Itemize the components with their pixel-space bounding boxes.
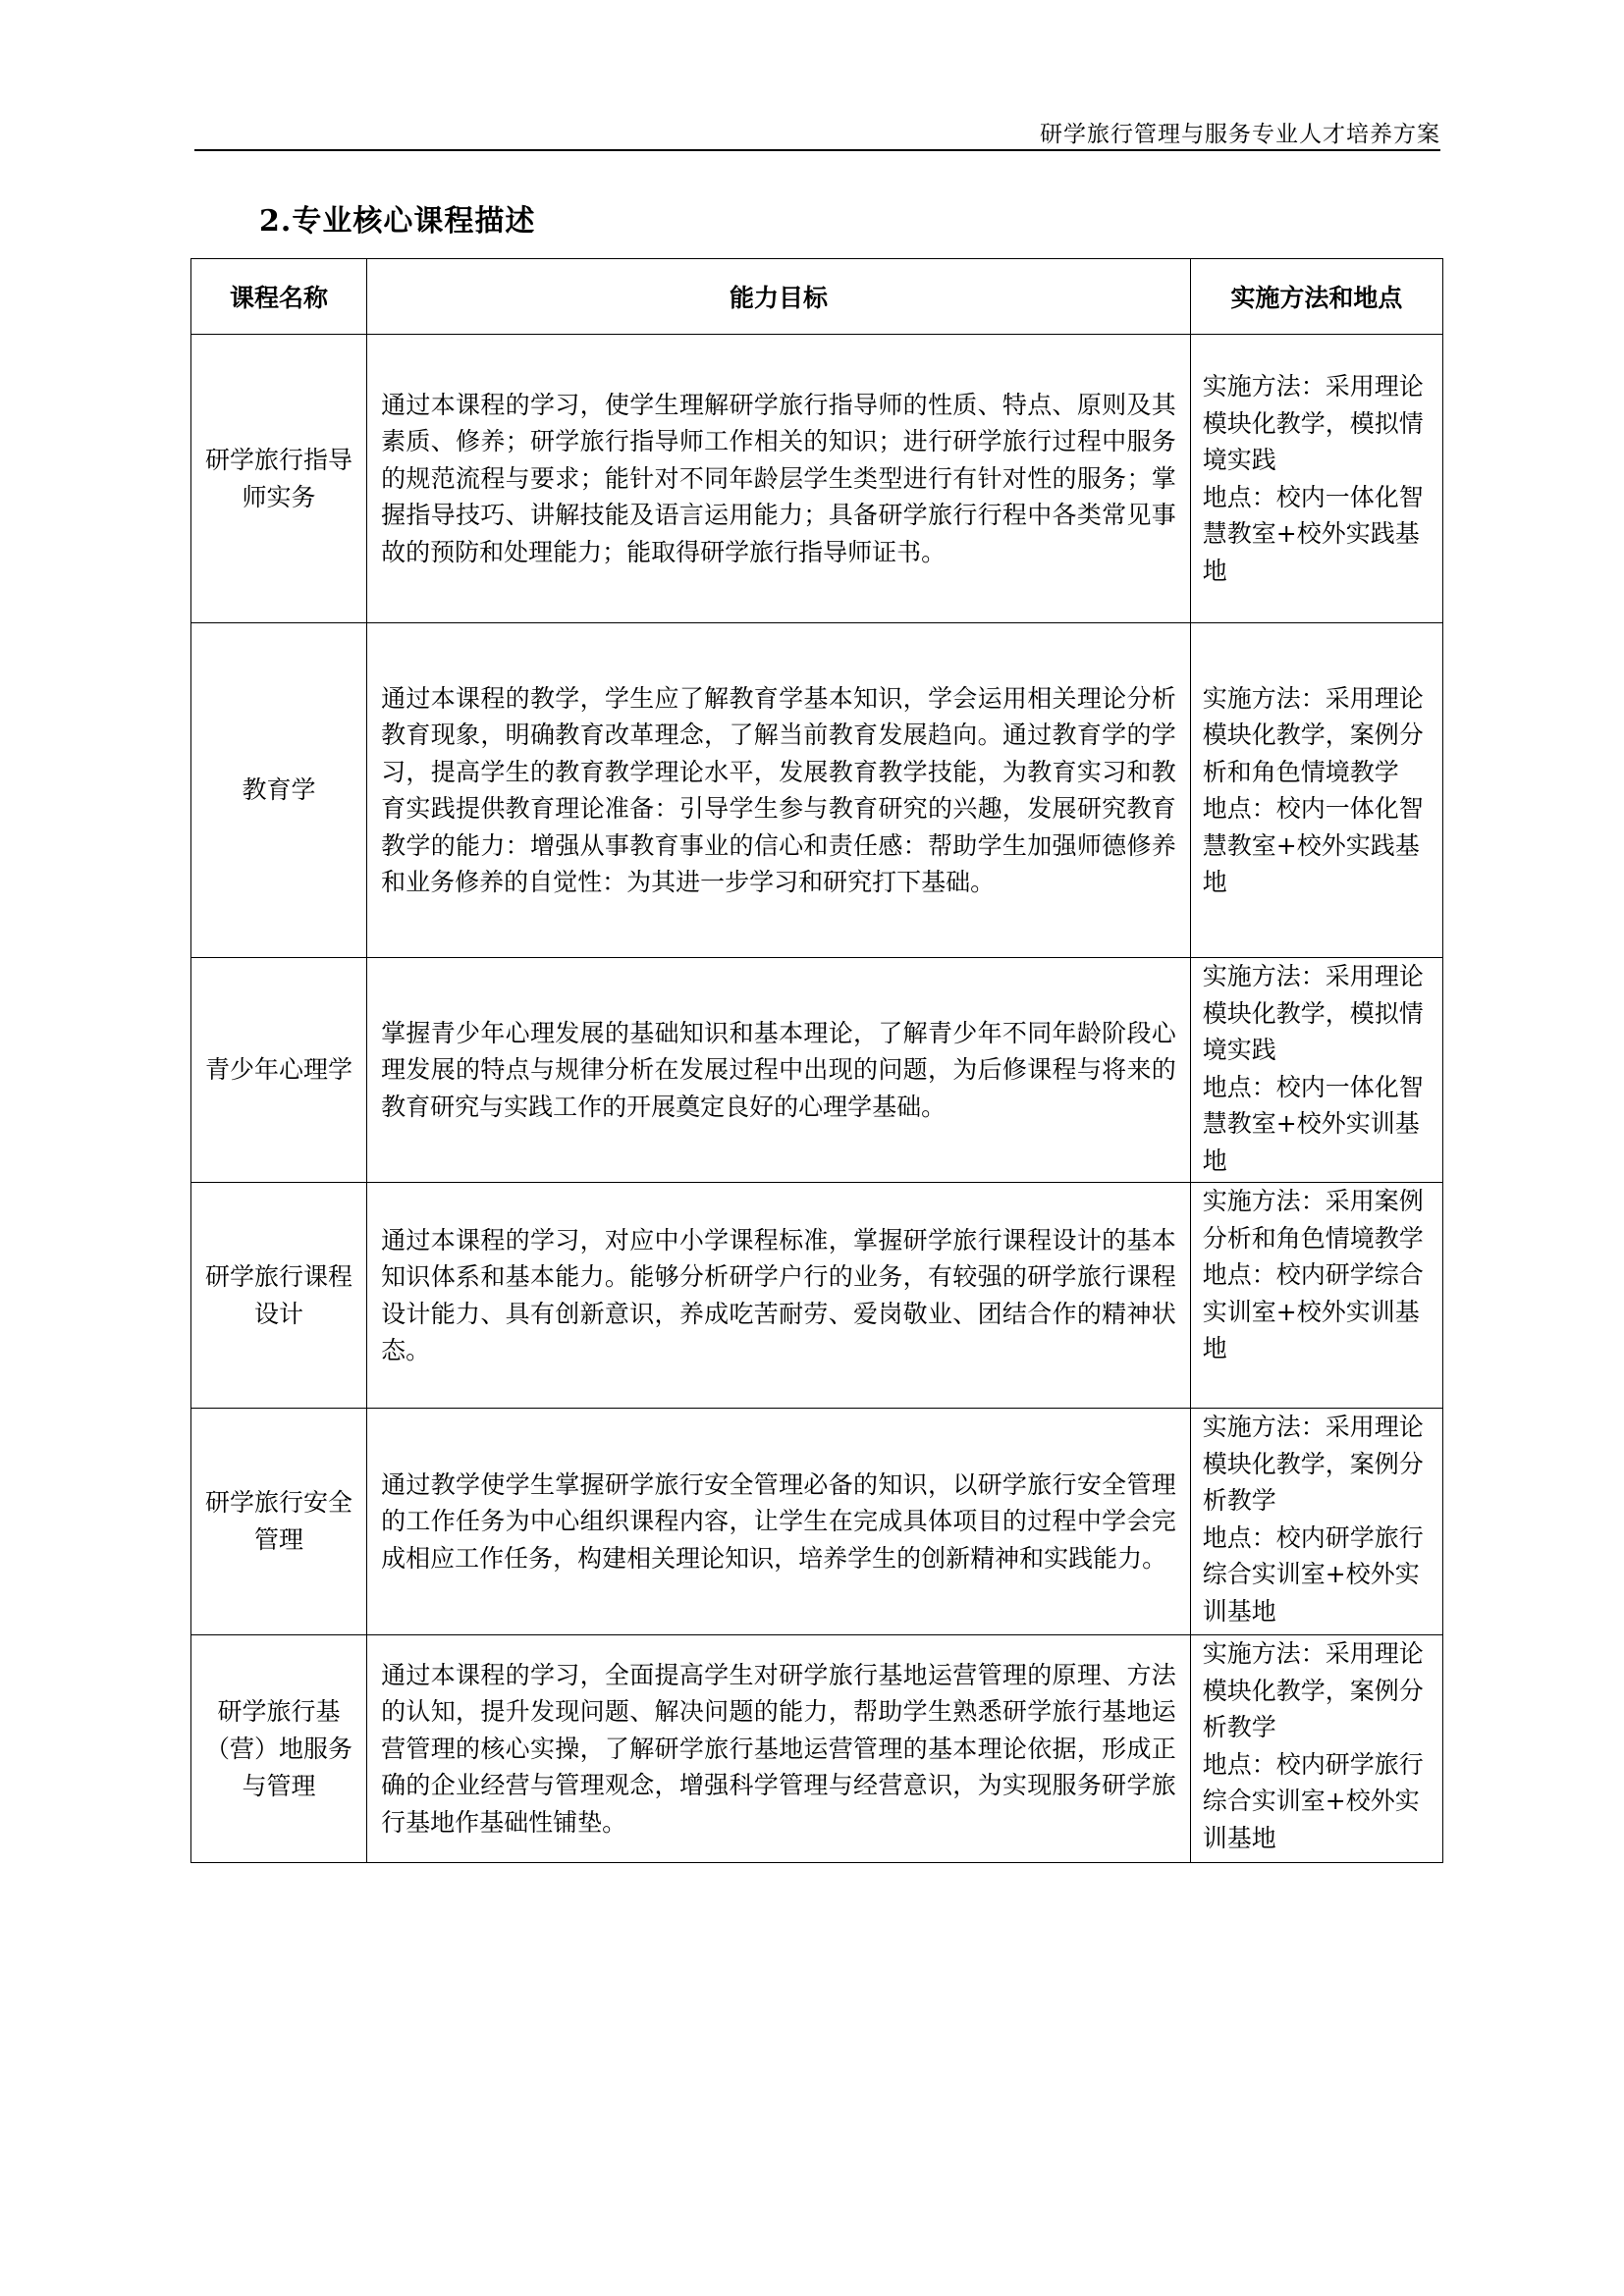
page-header — [194, 110, 1440, 151]
method-place-cell — [1190, 1183, 1442, 1409]
course-name: 研学旅行基（营）地服务与管理 — [191, 1635, 367, 1863]
course-table — [190, 258, 1443, 1863]
table-header-row — [191, 259, 1443, 335]
column-header-method-place: 实施方法和地点 — [1190, 259, 1442, 335]
teaching-place: 地点：校内一体化智慧教室+校外实训基地 — [1202, 1072, 1424, 1175]
ability-goal: 掌握青少年心理发展的基础知识和基本理论，了解青少年不同年龄阶段心理发展的特点与规律分析在发展过程中出现的问题，为后修课程与将来的教育研究与实践工作的开展奠定良好的心理学基础。 — [367, 958, 1191, 1183]
teaching-method: 实施方法：采用理论模块化教学，模拟情境实践 — [1202, 962, 1424, 1064]
method-place-cell — [1190, 958, 1442, 1183]
method-place-cell — [1190, 335, 1442, 623]
method-place-cell — [1190, 1635, 1442, 1863]
course-name: 青少年心理学 — [191, 958, 367, 1183]
table-row — [191, 1183, 1443, 1409]
course-name: 研学旅行安全管理 — [191, 1409, 367, 1635]
course-name: 研学旅行指导师实务 — [191, 335, 367, 623]
column-header-course-name: 课程名称 — [191, 259, 367, 335]
teaching-place: 地点：校内研学综合实训室+校外实训基地 — [1202, 1260, 1424, 1362]
course-name: 教育学 — [191, 623, 367, 958]
ability-goal: 通过本课程的教学，学生应了解教育学基本知识，学会运用相关理论分析教育现象，明确教育改革理念，了解当前教育发展趋向。通过教育学的学习，提高学生的教育教学理论水平，发展教育教学技能，为教育实习和教育实践提供教育理论准备：引导学生参与教育研究的兴趣，发展研究教育教学的能力：增强从事教育事业的信心和责任感：帮助学生加强师德修养和业务修养的自觉性：为其进一步学习和研究打下基础。 — [367, 623, 1191, 958]
method-place-cell — [1190, 1409, 1442, 1635]
table-row — [191, 1635, 1443, 1863]
method-place-cell — [1190, 623, 1442, 958]
table-row — [191, 958, 1443, 1183]
teaching-method: 实施方法：采用案例分析和角色情境教学 — [1202, 1187, 1424, 1253]
teaching-method: 实施方法：采用理论模块化教学，案例分析教学 — [1202, 1639, 1424, 1741]
teaching-method: 实施方法：采用理论模块化教学，案例分析和角色情境教学 — [1202, 683, 1424, 786]
ability-goal: 通过本课程的学习，使学生理解研学旅行指导师的性质、特点、原则及其素质、修养；研学旅行指导师工作相关的知识；进行研学旅行过程中服务的规范流程与要求；能针对不同年龄层学生类型进行有针对性的服务；掌握指导技巧、讲解技能及语言运用能力；具备研学旅行行程中各类常见事故的预防和处理能力；能取得研学旅行指导师证书。 — [367, 335, 1191, 623]
teaching-method: 实施方法：采用理论模块化教学，模拟情境实践 — [1202, 372, 1424, 474]
teaching-place: 地点：校内研学旅行综合实训室+校外实训基地 — [1202, 1749, 1424, 1852]
section-title: 2.专业核心课程描述 — [259, 204, 536, 239]
document-title: 研学旅行管理与服务专业人才培养方案 — [1040, 122, 1440, 147]
table-row — [191, 623, 1443, 958]
ability-goal: 通过教学使学生掌握研学旅行安全管理必备的知识，以研学旅行安全管理的工作任务为中心组织课程内容，让学生在完成具体项目的过程中学会完成相应工作任务，构建相关理论知识，培养学生的创新精神和实践能力。 — [367, 1409, 1191, 1635]
table-row — [191, 1409, 1443, 1635]
ability-goal: 通过本课程的学习，全面提高学生对研学旅行基地运营管理的原理、方法的认知，提升发现问题、解决问题的能力，帮助学生熟悉研学旅行基地运营管理的核心实操，了解研学旅行基地运营管理的基本理论依据，形成正确的企业经营与管理观念，增强科学管理与经营意识，为实现服务研学旅行基地作基础性铺垫。 — [367, 1635, 1191, 1863]
ability-goal: 通过本课程的学习，对应中小学课程标准，掌握研学旅行课程设计的基本知识体系和基本能力。能够分析研学户行的业务，有较强的研学旅行课程设计能力、具有创新意识，养成吃苦耐劳、爱岗敬业、团结合作的精神状态。 — [367, 1183, 1191, 1409]
column-header-ability-goal: 能力目标 — [367, 259, 1191, 335]
table-row — [191, 335, 1443, 623]
course-name: 研学旅行课程设计 — [191, 1183, 367, 1409]
teaching-place: 地点：校内一体化智慧教室+校外实践基地 — [1202, 482, 1424, 585]
teaching-place: 地点：校内研学旅行综合实训室+校外实训基地 — [1202, 1522, 1424, 1626]
teaching-method: 实施方法：采用理论模块化教学，案例分析教学 — [1202, 1413, 1424, 1515]
teaching-place: 地点：校内一体化智慧教室+校外实践基地 — [1202, 794, 1424, 896]
